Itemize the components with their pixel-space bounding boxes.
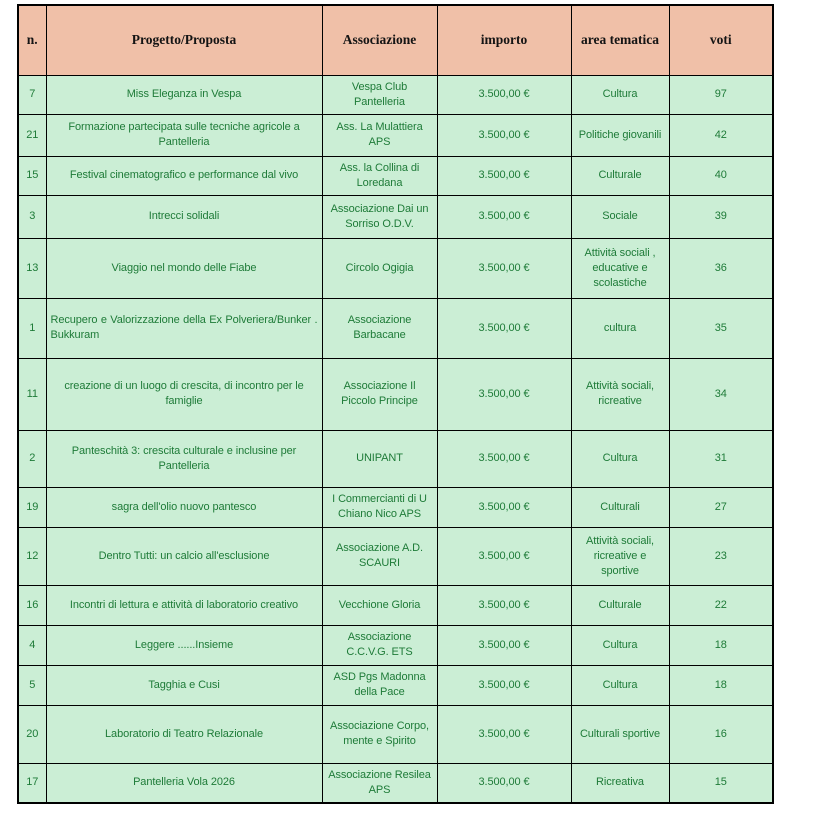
cell-number: 2: [18, 430, 46, 487]
cell-project: Laboratorio di Teatro Relazionale: [46, 705, 322, 763]
table-row: [18, 705, 773, 763]
cell-number: 15: [18, 156, 46, 195]
cell-area: Culturale: [571, 156, 669, 195]
table-row: [18, 195, 773, 238]
cell-project: Dentro Tutti: un calcio all'esclusione: [46, 527, 322, 585]
cell-association: Associazione Resilea APS: [322, 763, 437, 803]
cell-votes: 18: [669, 625, 773, 665]
results-table-sheet: [17, 4, 774, 804]
cell-area: Culturale: [571, 585, 669, 625]
cell-project: Leggere ......Insieme: [46, 625, 322, 665]
table-row: [18, 763, 773, 803]
cell-number: 3: [18, 195, 46, 238]
cell-amount: 3.500,00 €: [437, 665, 571, 705]
cell-project: Panteschità 3: crescita culturale e inclusine per Pantelleria: [46, 430, 322, 487]
table-row: [18, 430, 773, 487]
cell-area: Attività sociali , educative e scolastiche: [571, 238, 669, 298]
cell-area: Cultura: [571, 625, 669, 665]
cell-number: 20: [18, 705, 46, 763]
cell-area: cultura: [571, 298, 669, 358]
cell-association: ASD Pgs Madonna della Pace: [322, 665, 437, 705]
cell-area: Ricreativa: [571, 763, 669, 803]
column-header-project: Progetto/Proposta: [46, 5, 322, 75]
cell-votes: 27: [669, 487, 773, 527]
cell-association: Associazione A.D. SCAURI: [322, 527, 437, 585]
cell-votes: 40: [669, 156, 773, 195]
cell-project: creazione di un luogo di crescita, di incontro per le famiglie: [46, 358, 322, 430]
cell-project: Tagghia e Cusi: [46, 665, 322, 705]
table-row: [18, 75, 773, 114]
cell-votes: 42: [669, 114, 773, 156]
cell-number: 12: [18, 527, 46, 585]
cell-amount: 3.500,00 €: [437, 358, 571, 430]
cell-association: Associazione Corpo, mente e Spirito: [322, 705, 437, 763]
table-row: [18, 585, 773, 625]
cell-area: Cultura: [571, 75, 669, 114]
cell-area: Attività sociali, ricreative: [571, 358, 669, 430]
cell-association: Circolo Ogigia: [322, 238, 437, 298]
cell-votes: 97: [669, 75, 773, 114]
table-row: [18, 298, 773, 358]
cell-project: Festival cinematografico e performance dal vivo: [46, 156, 322, 195]
cell-project: sagra dell'olio nuovo pantesco: [46, 487, 322, 527]
cell-number: 13: [18, 238, 46, 298]
cell-association: Vecchione Gloria: [322, 585, 437, 625]
column-header-association: Associazione: [322, 5, 437, 75]
header-row: [18, 5, 773, 75]
cell-amount: 3.500,00 €: [437, 763, 571, 803]
column-header-amount: importo: [437, 5, 571, 75]
cell-amount: 3.500,00 €: [437, 625, 571, 665]
cell-project: Pantelleria Vola 2026: [46, 763, 322, 803]
cell-votes: 23: [669, 527, 773, 585]
table-row: [18, 487, 773, 527]
cell-amount: 3.500,00 €: [437, 114, 571, 156]
cell-project: Miss Eleganza in Vespa: [46, 75, 322, 114]
table-row: [18, 625, 773, 665]
cell-area: Cultura: [571, 665, 669, 705]
cell-association: Associazione Barbacane: [322, 298, 437, 358]
cell-amount: 3.500,00 €: [437, 585, 571, 625]
cell-votes: 31: [669, 430, 773, 487]
cell-amount: 3.500,00 €: [437, 195, 571, 238]
cell-project: Incontri di lettura e attività di laboratorio creativo: [46, 585, 322, 625]
column-header-number: n.: [18, 5, 46, 75]
column-header-votes: voti: [669, 5, 773, 75]
cell-votes: 36: [669, 238, 773, 298]
cell-votes: 16: [669, 705, 773, 763]
cell-amount: 3.500,00 €: [437, 156, 571, 195]
table-row: [18, 114, 773, 156]
cell-association: UNIPANT: [322, 430, 437, 487]
cell-number: 21: [18, 114, 46, 156]
table-body: [18, 75, 773, 803]
cell-area: Politiche giovanili: [571, 114, 669, 156]
column-header-area: area tematica: [571, 5, 669, 75]
cell-votes: 35: [669, 298, 773, 358]
cell-association: Associazione Il Piccolo Principe: [322, 358, 437, 430]
cell-area: Culturali sportive: [571, 705, 669, 763]
table-row: [18, 358, 773, 430]
table-header: [18, 5, 773, 75]
cell-amount: 3.500,00 €: [437, 527, 571, 585]
cell-amount: 3.500,00 €: [437, 298, 571, 358]
cell-number: 16: [18, 585, 46, 625]
cell-amount: 3.500,00 €: [437, 75, 571, 114]
cell-votes: 22: [669, 585, 773, 625]
cell-association: I Commercianti di U Chiano Nico APS: [322, 487, 437, 527]
cell-association: Associazione Dai un Sorriso O.D.V.: [322, 195, 437, 238]
cell-project: Viaggio nel mondo delle Fiabe: [46, 238, 322, 298]
cell-number: 5: [18, 665, 46, 705]
cell-association: Ass. la Collina di Loredana: [322, 156, 437, 195]
cell-number: 19: [18, 487, 46, 527]
cell-number: 4: [18, 625, 46, 665]
cell-area: Attività sociali, ricreative e sportive: [571, 527, 669, 585]
cell-project: Recupero e Valorizzazione della Ex Polveriera/Bunker . Bukkuram: [46, 298, 322, 358]
cell-project: Intrecci solidali: [46, 195, 322, 238]
cell-votes: 34: [669, 358, 773, 430]
projects-votes-table: [17, 4, 774, 804]
cell-amount: 3.500,00 €: [437, 238, 571, 298]
cell-area: Sociale: [571, 195, 669, 238]
cell-votes: 15: [669, 763, 773, 803]
cell-association: Associazione C.C.V.G. ETS: [322, 625, 437, 665]
cell-association: Ass. La Mulattiera APS: [322, 114, 437, 156]
table-row: [18, 527, 773, 585]
cell-number: 7: [18, 75, 46, 114]
cell-number: 17: [18, 763, 46, 803]
cell-association: Vespa Club Pantelleria: [322, 75, 437, 114]
cell-votes: 39: [669, 195, 773, 238]
table-row: [18, 238, 773, 298]
cell-amount: 3.500,00 €: [437, 705, 571, 763]
cell-area: Culturali: [571, 487, 669, 527]
cell-amount: 3.500,00 €: [437, 430, 571, 487]
cell-project: Formazione partecipata sulle tecniche agricole a Pantelleria: [46, 114, 322, 156]
table-row: [18, 156, 773, 195]
cell-number: 11: [18, 358, 46, 430]
cell-number: 1: [18, 298, 46, 358]
cell-amount: 3.500,00 €: [437, 487, 571, 527]
cell-votes: 18: [669, 665, 773, 705]
table-row: [18, 665, 773, 705]
cell-area: Cultura: [571, 430, 669, 487]
